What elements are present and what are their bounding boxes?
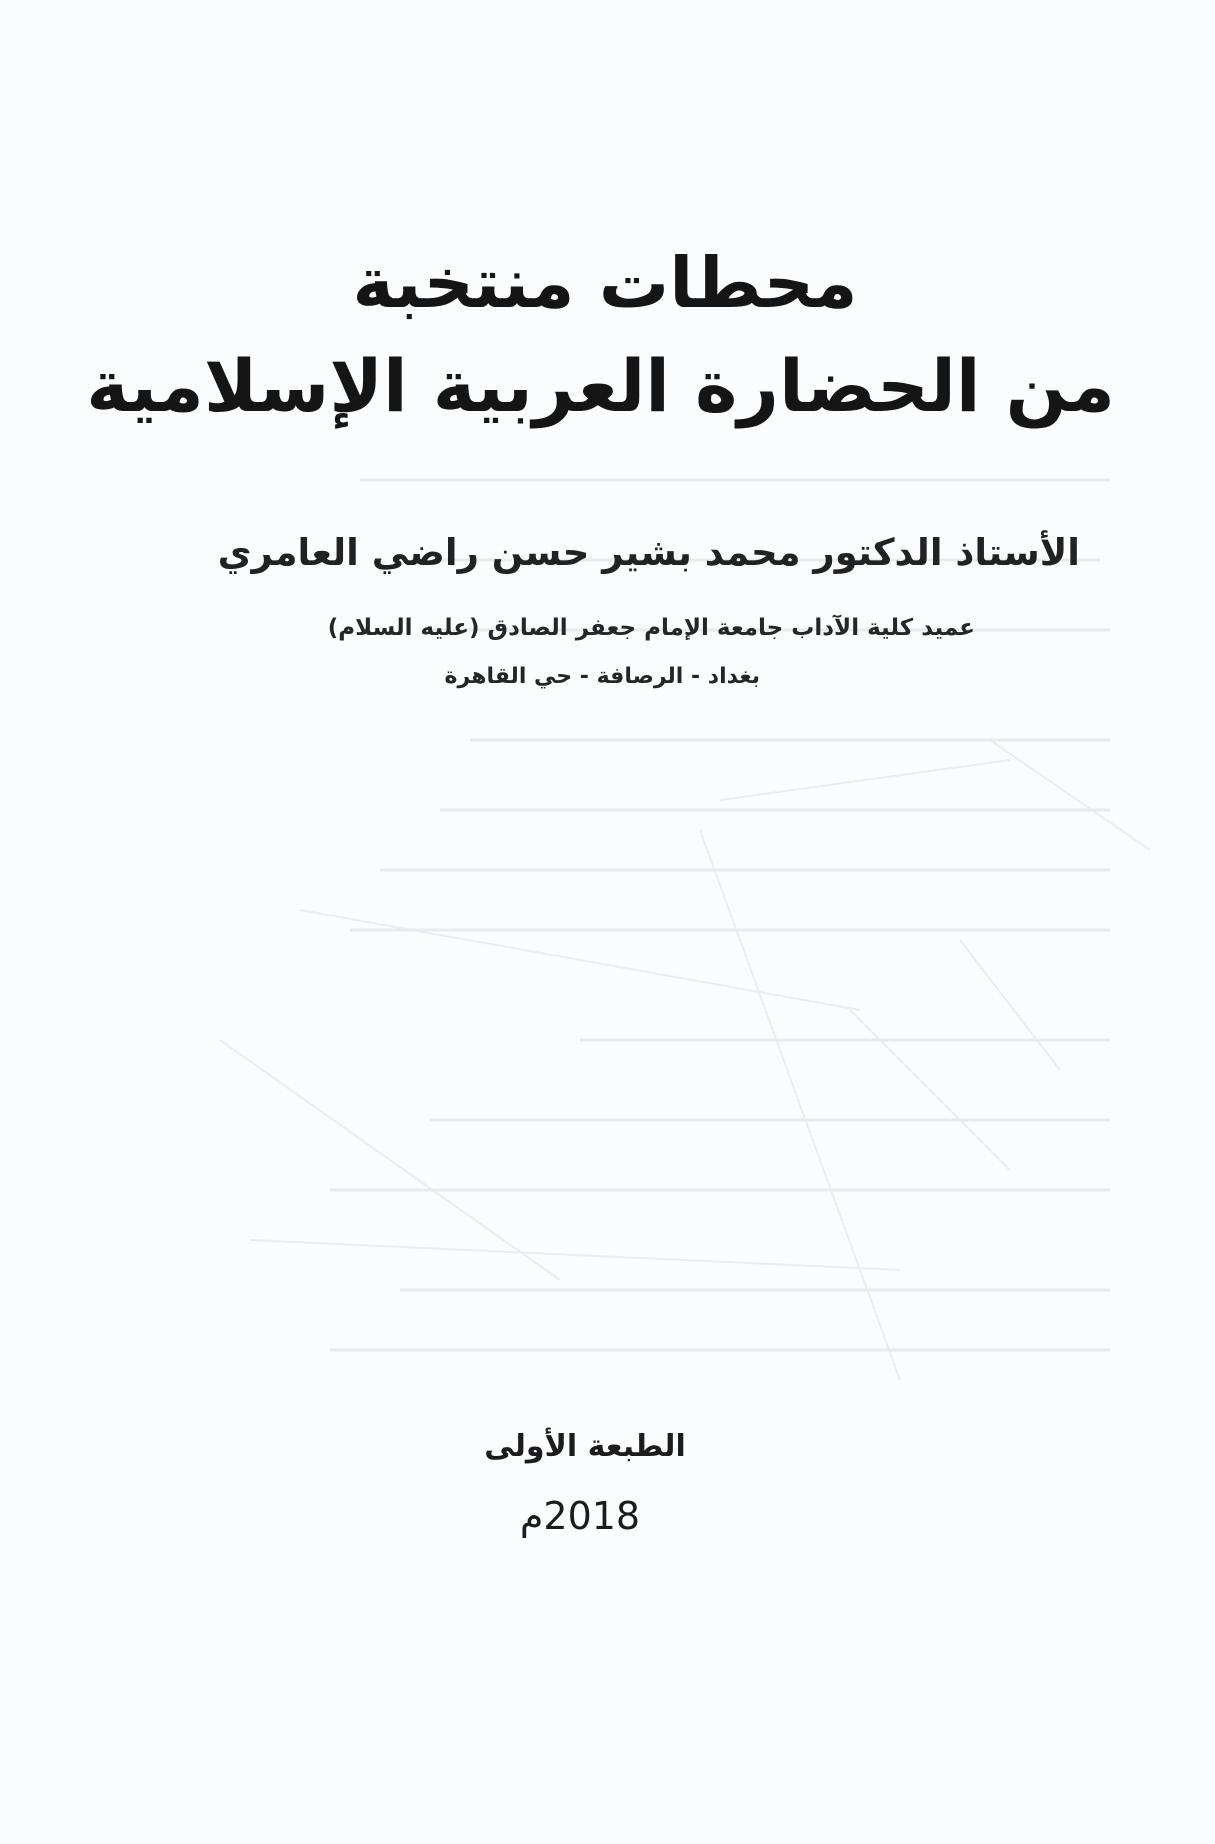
author-name: الأستاذ الدكتور محمد بشير حسن راضي العامري (217, 531, 1080, 574)
edition-label: الطبعة الأولى (484, 1429, 686, 1464)
author-address: بغداد - الرصافة - حي القاهرة (444, 664, 760, 689)
book-title-line-2: من الحضارة العربية الإسلامية (86, 344, 1115, 428)
author-affiliation: عميد كلية الآداب جامعة الإمام جعفر الصادق (عليه السلام) (327, 615, 975, 641)
book-title-line-1: محطات منتخبة (352, 242, 858, 324)
publication-year: 2018م (519, 1494, 641, 1538)
